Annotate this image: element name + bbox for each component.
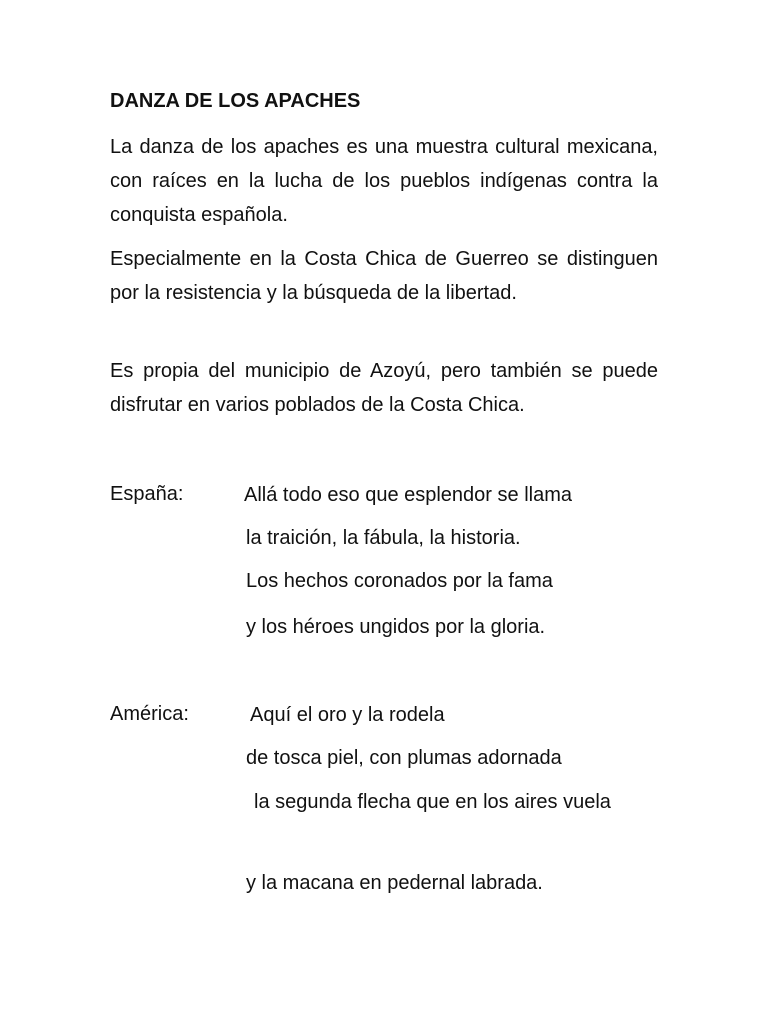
verse-line: Allá todo eso que esplendor se llama	[244, 484, 572, 506]
paragraph-3: Es propia del municipio de Azoyú, pero también se puede disfrutar en varios poblados de la Costa Chica.	[110, 360, 658, 416]
verse-line: Aquí el oro y la rodela	[250, 704, 445, 726]
paragraph-2: Especialmente en la Costa Chica de Guerreo se distinguen por la resistencia y la búsqueda de la libertad.	[110, 248, 658, 304]
document-title: DANZA DE LOS APACHES	[110, 90, 361, 112]
verse-line: y los héroes ungidos por la gloria.	[246, 616, 546, 638]
verse-line: la segunda flecha que en los aires vuela	[254, 791, 611, 813]
speaker-espana: España:	[110, 483, 184, 505]
verse-line: y la macana en pedernal labrada.	[246, 872, 543, 894]
verse-line: de tosca piel, con plumas adornada	[246, 747, 562, 769]
verse-line: la traición, la fábula, la historia.	[246, 527, 521, 549]
paragraph-1: La danza de los apaches es una muestra cultural mexicana, con raíces en la lucha de los pueblos indígenas contra la conquista española.	[110, 136, 658, 226]
verse-line: Los hechos coronados por la fama	[246, 570, 553, 592]
speaker-america: América:	[110, 703, 189, 725]
